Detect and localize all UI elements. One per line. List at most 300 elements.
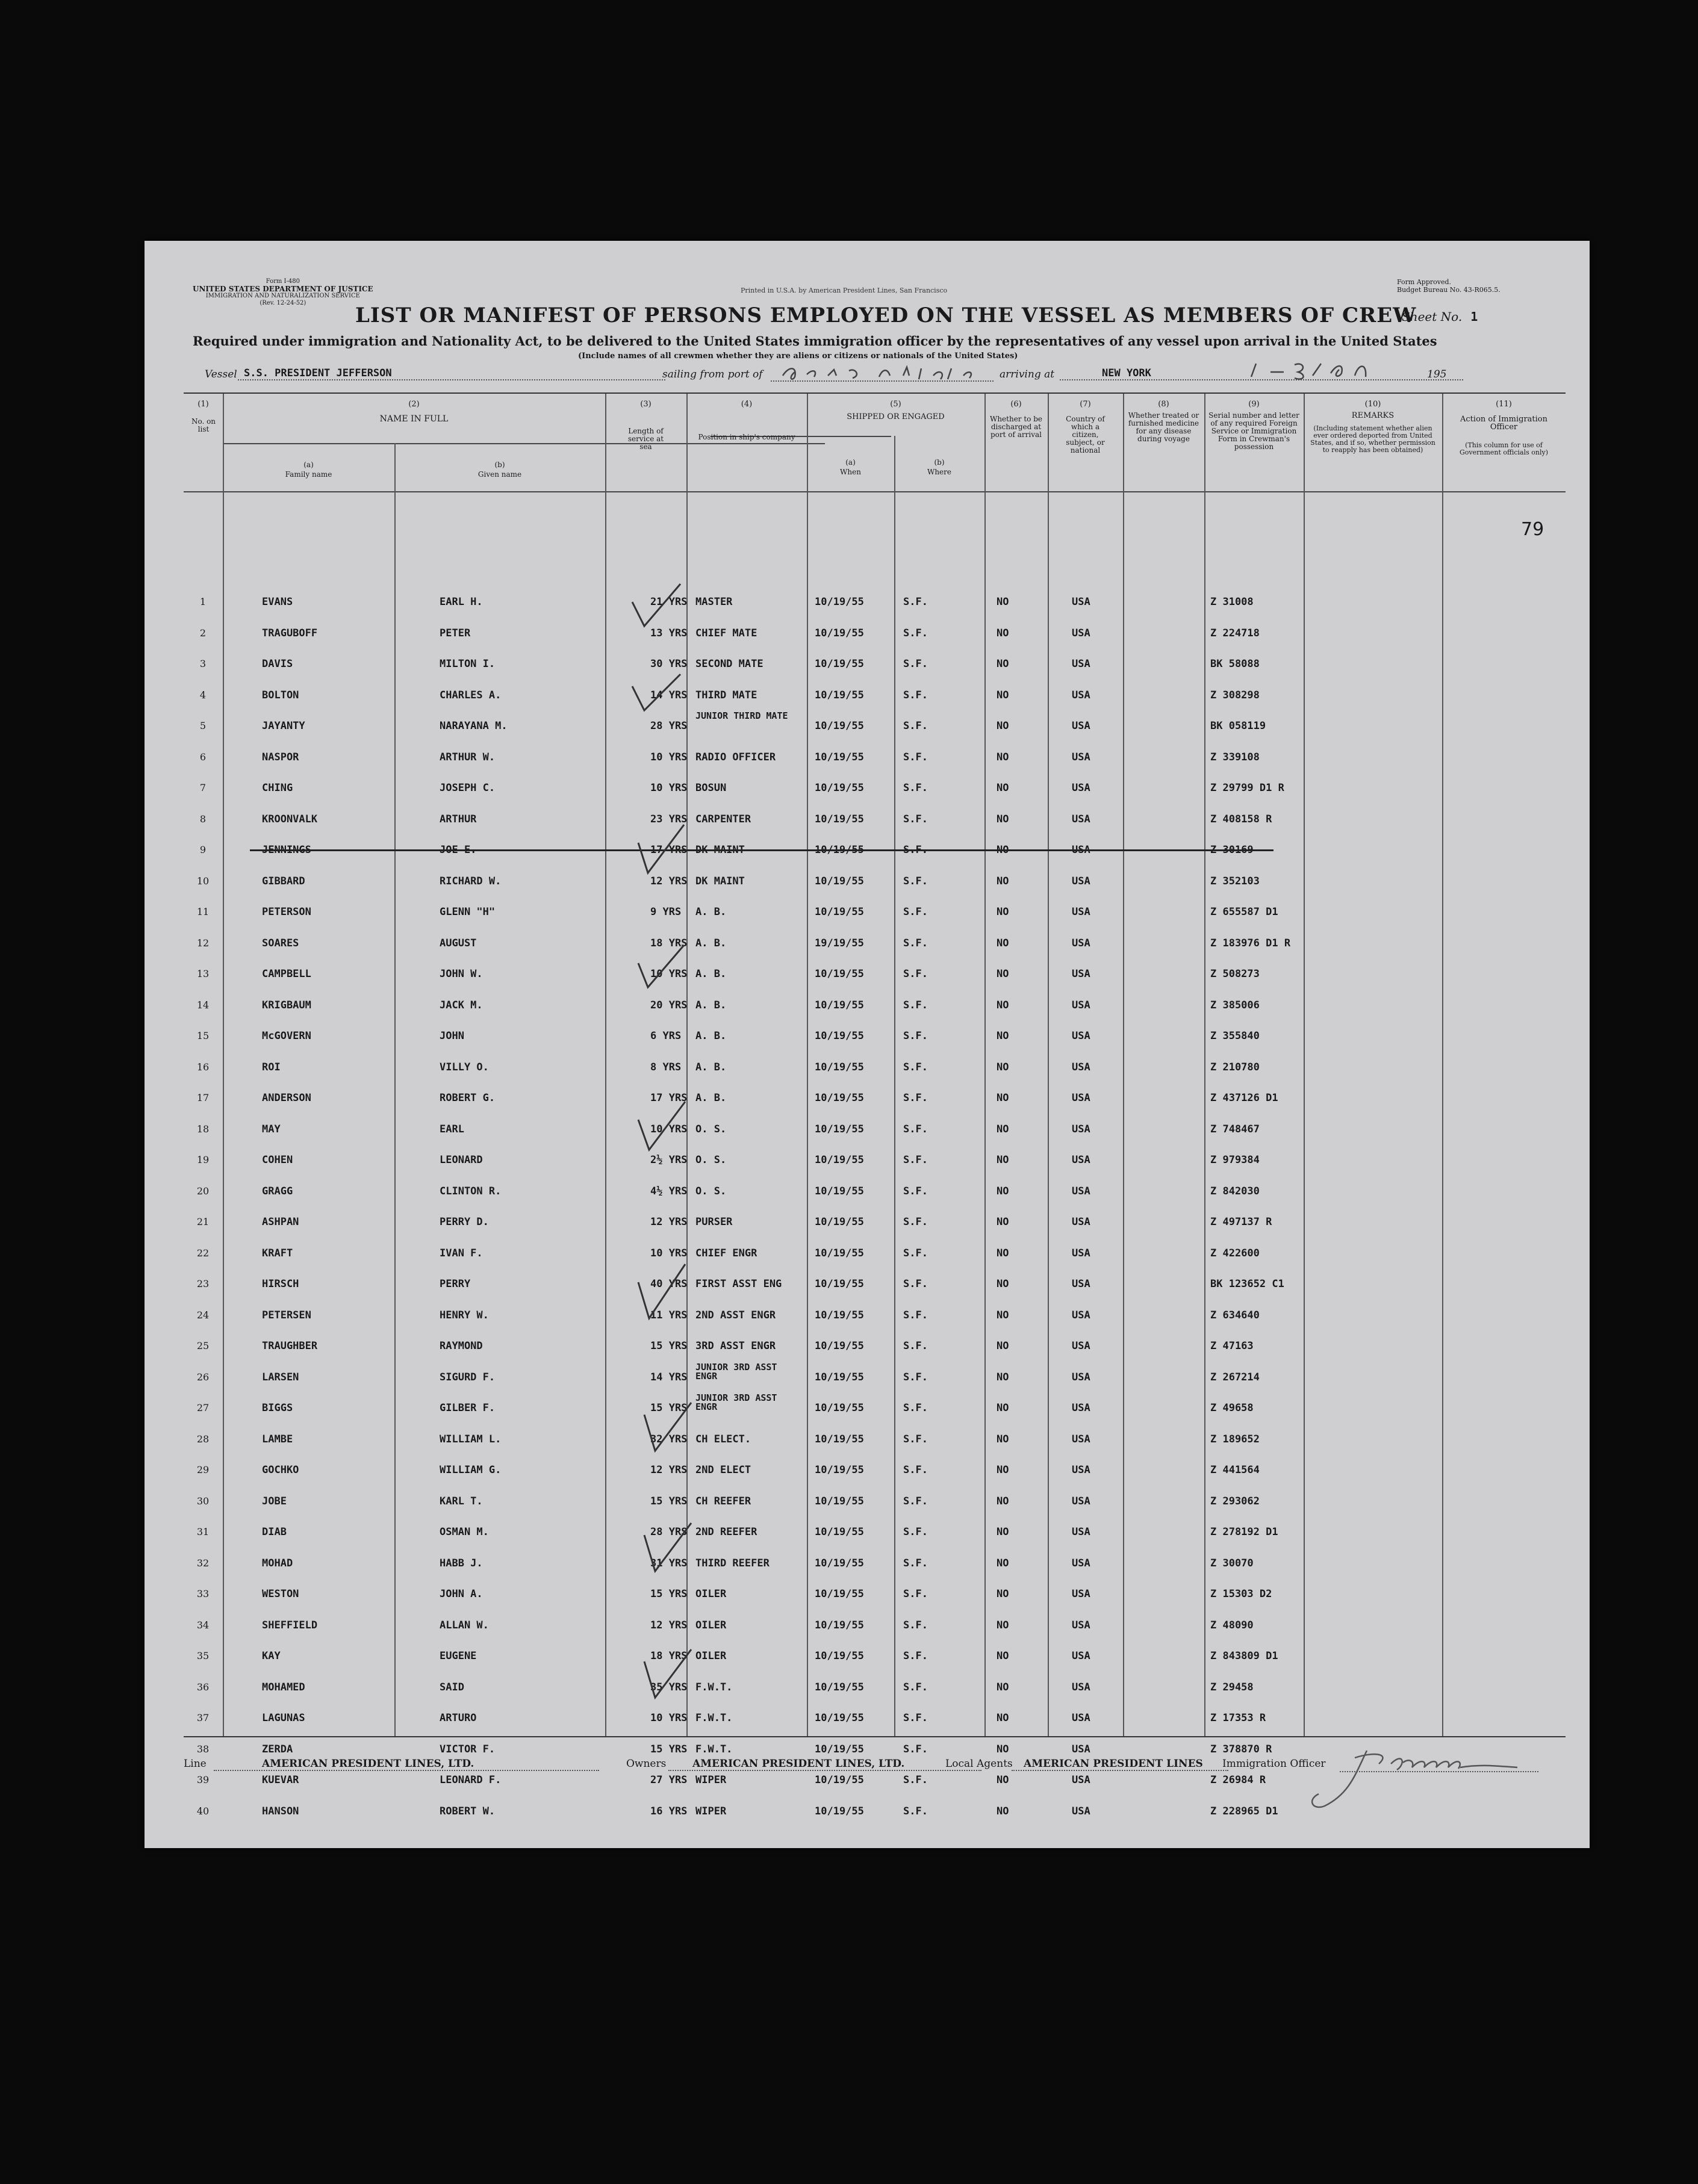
col-5a-heading: When: [840, 468, 861, 476]
cell-position: CHIEF ENGR: [695, 1247, 757, 1259]
cell-country: USA: [1072, 1309, 1090, 1321]
cell-service: 12 YRS: [650, 1464, 688, 1476]
cell-where: S.F.: [903, 1433, 928, 1445]
cell-service: 2½ YRS: [650, 1154, 688, 1166]
cell-discharged: NO: [997, 1278, 1009, 1290]
cell-when: 10/19/55: [815, 999, 864, 1011]
cell-serial: BK 58088: [1210, 658, 1260, 670]
cell-service: 15 YRS: [650, 1495, 688, 1507]
table-row: [184, 926, 1566, 957]
cell-given: SAID: [440, 1681, 464, 1693]
cell-service: 35 YRS: [650, 1681, 688, 1693]
cell-when: 10/19/55: [815, 906, 864, 918]
cell-when: 10/19/55: [815, 1216, 864, 1228]
cell-serial: BK 058119: [1210, 720, 1266, 732]
table-row: [184, 957, 1566, 988]
cell-family: HANSON: [262, 1805, 299, 1817]
cell-position: A. B.: [695, 968, 727, 980]
cell-position: DK MAINT: [695, 875, 745, 887]
cell-when: 10/19/55: [815, 658, 864, 670]
cell-serial: Z 30169: [1210, 844, 1254, 856]
cell-country: USA: [1072, 968, 1090, 980]
cell-where: S.F.: [903, 1154, 928, 1166]
cell-serial: Z 224718: [1210, 627, 1260, 639]
cell-when: 10/19/55: [815, 720, 864, 732]
cell-country: USA: [1072, 1278, 1090, 1290]
cell-when: 10/19/55: [815, 875, 864, 887]
footer-line: AMERICAN PRESIDENT LINES, LTD.: [214, 1758, 599, 1771]
cell-position: WIPER: [695, 1774, 727, 1786]
cell-when: 10/19/55: [815, 596, 864, 608]
cell-family: CHING: [262, 782, 293, 794]
cell-service: 10 YRS: [650, 1247, 688, 1259]
cell-no: 39: [196, 1774, 210, 1785]
cell-country: USA: [1072, 1030, 1090, 1042]
cell-serial: Z 655587 D1: [1210, 906, 1278, 918]
cell-position: MASTER: [695, 596, 733, 608]
cell-no: 6: [199, 751, 207, 763]
cell-service: 4½ YRS: [650, 1185, 688, 1197]
cell-discharged: NO: [997, 627, 1009, 639]
cell-discharged: NO: [997, 1743, 1009, 1755]
cell-position: JUNIOR THIRD MATE: [695, 710, 788, 721]
cell-discharged: NO: [997, 1433, 1009, 1445]
cell-family: SHEFFIELD: [262, 1619, 318, 1631]
cell-serial: Z 441564: [1210, 1464, 1260, 1476]
cell-when: 10/19/55: [815, 1340, 864, 1352]
col-9-heading: Serial number and letter of any required Foreign Service or Immigration Form in Crewman's possession: [1208, 411, 1299, 451]
sheet-value: 1: [1470, 309, 1478, 324]
cell-where: S.F.: [903, 1650, 928, 1662]
cell-serial: Z 26984 R: [1210, 1774, 1266, 1786]
table-row: [184, 1174, 1566, 1205]
cell-no: 11: [196, 906, 210, 917]
cell-where: S.F.: [903, 1805, 928, 1817]
name-header-rule: [223, 443, 825, 444]
cell-given: EUGENE: [440, 1650, 477, 1662]
budget-approval: [1397, 278, 1501, 294]
cell-family: JAYANTY: [262, 720, 305, 732]
cell-service: 6 YRS: [650, 1030, 682, 1042]
cell-position: F.W.T.: [695, 1681, 733, 1693]
cell-country: USA: [1072, 1371, 1090, 1383]
table-row: [184, 895, 1566, 926]
cell-no: 29: [196, 1464, 210, 1475]
table-row: [184, 709, 1566, 740]
cell-serial: Z 378870 R: [1210, 1743, 1272, 1755]
cell-when: 19/19/55: [815, 937, 864, 949]
cell-where: S.F.: [903, 658, 928, 670]
cell-given: EARL H.: [440, 596, 483, 608]
cell-position: F.W.T.: [695, 1743, 733, 1755]
cell-position: DK MAINT: [695, 844, 745, 856]
cell-when: 10/19/55: [815, 968, 864, 980]
cell-family: JENNINGS: [262, 844, 311, 856]
cell-given: JOHN W.: [440, 968, 483, 980]
cell-given: WILLIAM L.: [440, 1433, 502, 1445]
cell-position: A. B.: [695, 1030, 727, 1042]
cell-given: EARL: [440, 1123, 464, 1135]
sailing-label: sailing from port of: [662, 368, 763, 380]
cell-country: USA: [1072, 1526, 1090, 1538]
cell-where: S.F.: [903, 1309, 928, 1321]
cell-serial: Z 15303 D2: [1210, 1588, 1272, 1600]
table-row: [184, 1112, 1566, 1143]
tally-checkmarks: [614, 578, 747, 1782]
sheet-label: Sheet No.: [1402, 309, 1463, 324]
cell-no: 13: [196, 968, 210, 979]
cell-position: A. B.: [695, 937, 727, 949]
cell-discharged: NO: [997, 658, 1009, 670]
cell-service: 12 YRS: [650, 1619, 688, 1631]
cell-position: OILER: [695, 1588, 727, 1600]
cell-position: 2ND ASST ENGR: [695, 1309, 776, 1321]
table-row: [184, 1701, 1566, 1732]
cell-when: 10/19/55: [815, 1774, 864, 1786]
col-5-number: (5): [890, 400, 901, 409]
cell-service: 23 YRS: [650, 813, 688, 825]
cell-service: 12 YRS: [650, 875, 688, 887]
cell-where: S.F.: [903, 627, 928, 639]
cell-service: 10 YRS: [650, 782, 688, 794]
table-row: [184, 864, 1566, 895]
inclusion-note: (Include names of all crewmen whether they are aliens or citizens or nationals of the United States): [578, 352, 1018, 361]
cell-discharged: NO: [997, 782, 1009, 794]
cell-discharged: NO: [997, 999, 1009, 1011]
cell-where: S.F.: [903, 1185, 928, 1197]
cell-service: 11 YRS: [650, 1309, 688, 1321]
cell-given: AUGUST: [440, 937, 477, 949]
cell-where: S.F.: [903, 875, 928, 887]
cell-no: 24: [196, 1309, 210, 1321]
cell-where: S.F.: [903, 1247, 928, 1259]
cell-where: S.F.: [903, 968, 928, 980]
cell-serial: Z 355840: [1210, 1030, 1260, 1042]
cell-when: 10/19/55: [815, 1433, 864, 1445]
cell-serial: Z 497137 R: [1210, 1216, 1272, 1228]
cell-no: 26: [196, 1371, 210, 1383]
cell-given: KARL T.: [440, 1495, 483, 1507]
header-bottom-rule: [184, 491, 1566, 492]
col-4-number: (4): [741, 400, 753, 409]
table-row: [184, 1484, 1566, 1515]
col-9-number: (9): [1248, 400, 1260, 409]
cell-service: 27 YRS: [650, 1774, 688, 1786]
table-row: [184, 1143, 1566, 1174]
table-row: [184, 1671, 1566, 1701]
cell-no: 16: [196, 1061, 210, 1073]
cell-no: 25: [196, 1340, 210, 1351]
cell-country: USA: [1072, 813, 1090, 825]
cell-country: USA: [1072, 1061, 1090, 1073]
cell-family: LARSEN: [262, 1371, 299, 1383]
approval-line: Form Approved.: [1397, 278, 1452, 286]
cell-country: USA: [1072, 627, 1090, 639]
cell-discharged: NO: [997, 1247, 1009, 1259]
col-7-heading: Country of which a citizen, subject, or national: [1066, 415, 1105, 454]
table-row: [184, 833, 1566, 864]
cell-country: USA: [1072, 844, 1090, 856]
cell-service: 9 YRS: [650, 906, 682, 918]
col-7-number: (7): [1080, 400, 1091, 409]
cell-serial: Z 48090: [1210, 1619, 1254, 1631]
cell-no: 12: [196, 937, 210, 949]
table-row: [184, 1453, 1566, 1484]
cell-serial: Z 408158 R: [1210, 813, 1272, 825]
col-10-number: (10): [1364, 400, 1381, 409]
cell-given: LEONARD: [440, 1154, 483, 1166]
cell-no: 15: [196, 1030, 210, 1041]
cell-no: 23: [196, 1278, 210, 1289]
col-3-number: (3): [640, 400, 652, 409]
cell-discharged: NO: [997, 1619, 1009, 1631]
cell-country: USA: [1072, 751, 1090, 763]
cell-family: COHEN: [262, 1154, 293, 1166]
cell-given: HABB J.: [440, 1557, 483, 1569]
year-label: 195: [1427, 368, 1447, 380]
cell-position: A. B.: [695, 999, 727, 1011]
cell-given: LEONARD F.: [440, 1774, 502, 1786]
cell-serial: BK 123652 C1: [1210, 1278, 1284, 1290]
cell-when: 10/19/55: [815, 1061, 864, 1073]
cell-where: S.F.: [903, 813, 928, 825]
col-2b-sub: (b): [494, 461, 505, 469]
cell-given: SIGURD F.: [440, 1371, 496, 1383]
cell-discharged: NO: [997, 720, 1009, 732]
cell-position: A. B.: [695, 906, 727, 918]
strikethrough-line: [250, 849, 1274, 851]
cell-given: JACK M.: [440, 999, 483, 1011]
cell-discharged: NO: [997, 1650, 1009, 1662]
cell-no: 35: [196, 1650, 210, 1661]
cell-no: 28: [196, 1433, 210, 1445]
cell-position: CHIEF MATE: [695, 627, 757, 639]
cell-service: 13 YRS: [650, 627, 688, 639]
cell-serial: Z 49658: [1210, 1402, 1254, 1414]
cell-discharged: NO: [997, 751, 1009, 763]
table-row: [184, 1019, 1566, 1050]
cell-family: KUEVAR: [262, 1774, 299, 1786]
cell-service: 8 YRS: [650, 1061, 682, 1073]
col-2-heading: NAME IN FULL: [379, 414, 449, 424]
cell-family: KAY: [262, 1650, 281, 1662]
cell-where: S.F.: [903, 782, 928, 794]
cell-where: S.F.: [903, 720, 928, 732]
page-number: 79: [1521, 519, 1544, 540]
col-2a-heading: Family name: [285, 470, 332, 479]
table-row: [184, 1267, 1566, 1298]
cell-country: USA: [1072, 1154, 1090, 1166]
cell-serial: Z 308298: [1210, 689, 1260, 701]
cell-country: USA: [1072, 1805, 1090, 1817]
cell-family: KROONVALK: [262, 813, 318, 825]
footer-line-label: Line: [184, 1758, 207, 1770]
cell-where: S.F.: [903, 1588, 928, 1600]
cell-discharged: NO: [997, 1340, 1009, 1352]
cell-discharged: NO: [997, 1464, 1009, 1476]
cell-where: S.F.: [903, 1464, 928, 1476]
cell-no: 38: [196, 1743, 210, 1755]
col-11-number: (11): [1496, 400, 1512, 409]
table-row: [184, 678, 1566, 709]
cell-given: JOE E.: [440, 844, 477, 856]
cell-discharged: NO: [997, 968, 1009, 980]
cell-country: USA: [1072, 658, 1090, 670]
cell-family: PETERSEN: [262, 1309, 311, 1321]
cell-family: BOLTON: [262, 689, 299, 701]
cell-family: PETERSON: [262, 906, 311, 918]
cell-serial: Z 748467: [1210, 1123, 1260, 1135]
cell-service: 10 YRS: [650, 968, 688, 980]
cell-position: PURSER: [695, 1216, 733, 1228]
col-2a-sub: (a): [303, 461, 314, 469]
cell-no: 17: [196, 1092, 210, 1103]
col-2b-heading: Given name: [477, 470, 522, 479]
cell-family: KRAFT: [262, 1247, 293, 1259]
cell-position: 2ND REEFER: [695, 1526, 757, 1538]
cell-when: 10/19/55: [815, 1030, 864, 1042]
sailing-port-field: [771, 367, 994, 382]
cell-position: O. S.: [695, 1154, 727, 1166]
cell-service: 14 YRS: [650, 1371, 688, 1383]
cell-family: GIBBARD: [262, 875, 305, 887]
cell-when: 10/19/55: [815, 1526, 864, 1538]
cell-given: RAYMOND: [440, 1340, 483, 1352]
cell-country: USA: [1072, 875, 1090, 887]
cell-where: S.F.: [903, 1681, 928, 1693]
table-row: [184, 1639, 1566, 1670]
footer-owners-label: Owners: [626, 1758, 667, 1770]
cell-discharged: NO: [997, 596, 1009, 608]
cell-family: TRAUGHBER: [262, 1340, 318, 1352]
col-5-heading: SHIPPED OR ENGAGED: [847, 412, 945, 421]
cell-service: 28 YRS: [650, 1526, 688, 1538]
cell-service: 15 YRS: [650, 1743, 688, 1755]
cell-given: MILTON I.: [440, 658, 496, 670]
table-row: [184, 1546, 1566, 1577]
handwritten-port: [771, 364, 994, 380]
col-5a-sub: (a): [845, 458, 856, 467]
vessel-name: S.S. PRESIDENT JEFFERSON: [238, 367, 665, 380]
cell-position: OILER: [695, 1650, 727, 1662]
cell-no: 10: [196, 875, 210, 887]
cell-no: 9: [199, 844, 207, 855]
cell-service: 28 YRS: [650, 720, 688, 732]
col-2-number: (2): [408, 400, 420, 409]
document-title: LIST OR MANIFEST OF PERSONS EMPLOYED ON THE VESSEL AS MEMBERS OF CREW: [355, 303, 1417, 327]
footer-owners: AMERICAN PRESIDENT LINES, LTD.: [668, 1758, 981, 1771]
cell-discharged: NO: [997, 1495, 1009, 1507]
cell-discharged: NO: [997, 875, 1009, 887]
cell-serial: Z 634640: [1210, 1309, 1260, 1321]
col-6-heading: Whether to be discharged at port of arrival: [989, 415, 1042, 439]
cell-where: S.F.: [903, 1402, 928, 1414]
cell-where: S.F.: [903, 1092, 928, 1104]
cell-given: NARAYANA M.: [440, 720, 508, 732]
cell-serial: Z 183976 D1 R: [1210, 937, 1291, 949]
table-row: [184, 988, 1566, 1019]
col-3-heading: Length of service at sea: [627, 427, 664, 451]
cell-country: USA: [1072, 1557, 1090, 1569]
cell-country: USA: [1072, 720, 1090, 732]
cell-serial: Z 842030: [1210, 1185, 1260, 1197]
cell-family: GRAGG: [262, 1185, 293, 1197]
cell-no: 18: [196, 1123, 210, 1135]
table-row: [184, 802, 1566, 833]
cell-position: CH ELECT.: [695, 1433, 751, 1445]
cell-where: S.F.: [903, 1619, 928, 1631]
cell-service: 40 YRS: [650, 1278, 688, 1290]
cell-country: USA: [1072, 1495, 1090, 1507]
cell-country: USA: [1072, 1464, 1090, 1476]
department-name: UNITED STATES DEPARTMENT OF JUSTICE: [193, 285, 373, 293]
cell-serial: Z 228965 D1: [1210, 1805, 1278, 1817]
cell-family: McGOVERN: [262, 1030, 311, 1042]
col-8-number: (8): [1158, 400, 1169, 409]
printer-credit: Printed in U.S.A. by American President Lines, San Francisco: [741, 287, 948, 294]
cell-service: 10 YRS: [650, 1123, 688, 1135]
cell-when: 10/19/55: [815, 1123, 864, 1135]
cell-country: USA: [1072, 1681, 1090, 1693]
cell-serial: Z 339108: [1210, 751, 1260, 763]
table-row: [184, 1577, 1566, 1608]
cell-service: 18 YRS: [650, 937, 688, 949]
col-8-heading: Whether treated or furnished medicine for any disease during voyage: [1128, 411, 1199, 443]
cell-no: 31: [196, 1526, 210, 1537]
cell-given: VICTOR F.: [440, 1743, 496, 1755]
cell-family: EVANS: [262, 596, 293, 608]
cell-where: S.F.: [903, 1712, 928, 1724]
cell-serial: Z 422600: [1210, 1247, 1260, 1259]
cell-no: 30: [196, 1495, 210, 1507]
cell-country: USA: [1072, 1092, 1090, 1104]
cell-family: TRAGUBOFF: [262, 627, 318, 639]
cell-position: A. B.: [695, 1061, 727, 1073]
cell-service: 18 YRS: [650, 1650, 688, 1662]
cell-where: S.F.: [903, 1526, 928, 1538]
cell-discharged: NO: [997, 1588, 1009, 1600]
cell-where: S.F.: [903, 1557, 928, 1569]
cell-where: S.F.: [903, 844, 928, 856]
cell-serial: Z 437126 D1: [1210, 1092, 1278, 1104]
table-row: [184, 1236, 1566, 1267]
cell-where: S.F.: [903, 751, 928, 763]
cell-service: 14 YRS: [650, 689, 688, 701]
cell-service: 12 YRS: [650, 1216, 688, 1228]
col-11-note: (This column for use of Government officials only): [1459, 441, 1548, 456]
cell-when: 10/19/55: [815, 689, 864, 701]
footer-agents-label: Local Agents: [945, 1758, 1013, 1770]
cell-serial: Z 508273: [1210, 968, 1260, 980]
cell-family: SOARES: [262, 937, 299, 949]
cell-serial: Z 843809 D1: [1210, 1650, 1278, 1662]
cell-family: DAVIS: [262, 658, 293, 670]
cell-where: S.F.: [903, 1371, 928, 1383]
cell-when: 10/19/55: [815, 751, 864, 763]
table-row: [184, 740, 1566, 771]
cell-where: S.F.: [903, 1495, 928, 1507]
table-row: [184, 647, 1566, 678]
cell-given: CLINTON R.: [440, 1185, 502, 1197]
cell-country: USA: [1072, 1340, 1090, 1352]
cell-given: JOHN A.: [440, 1588, 483, 1600]
cell-serial: Z 29458: [1210, 1681, 1254, 1693]
table-row: [184, 1298, 1566, 1329]
cell-serial: Z 385006: [1210, 999, 1260, 1011]
cell-position: F.W.T.: [695, 1712, 733, 1724]
cell-serial: Z 189652: [1210, 1433, 1260, 1445]
cell-where: S.F.: [903, 1123, 928, 1135]
